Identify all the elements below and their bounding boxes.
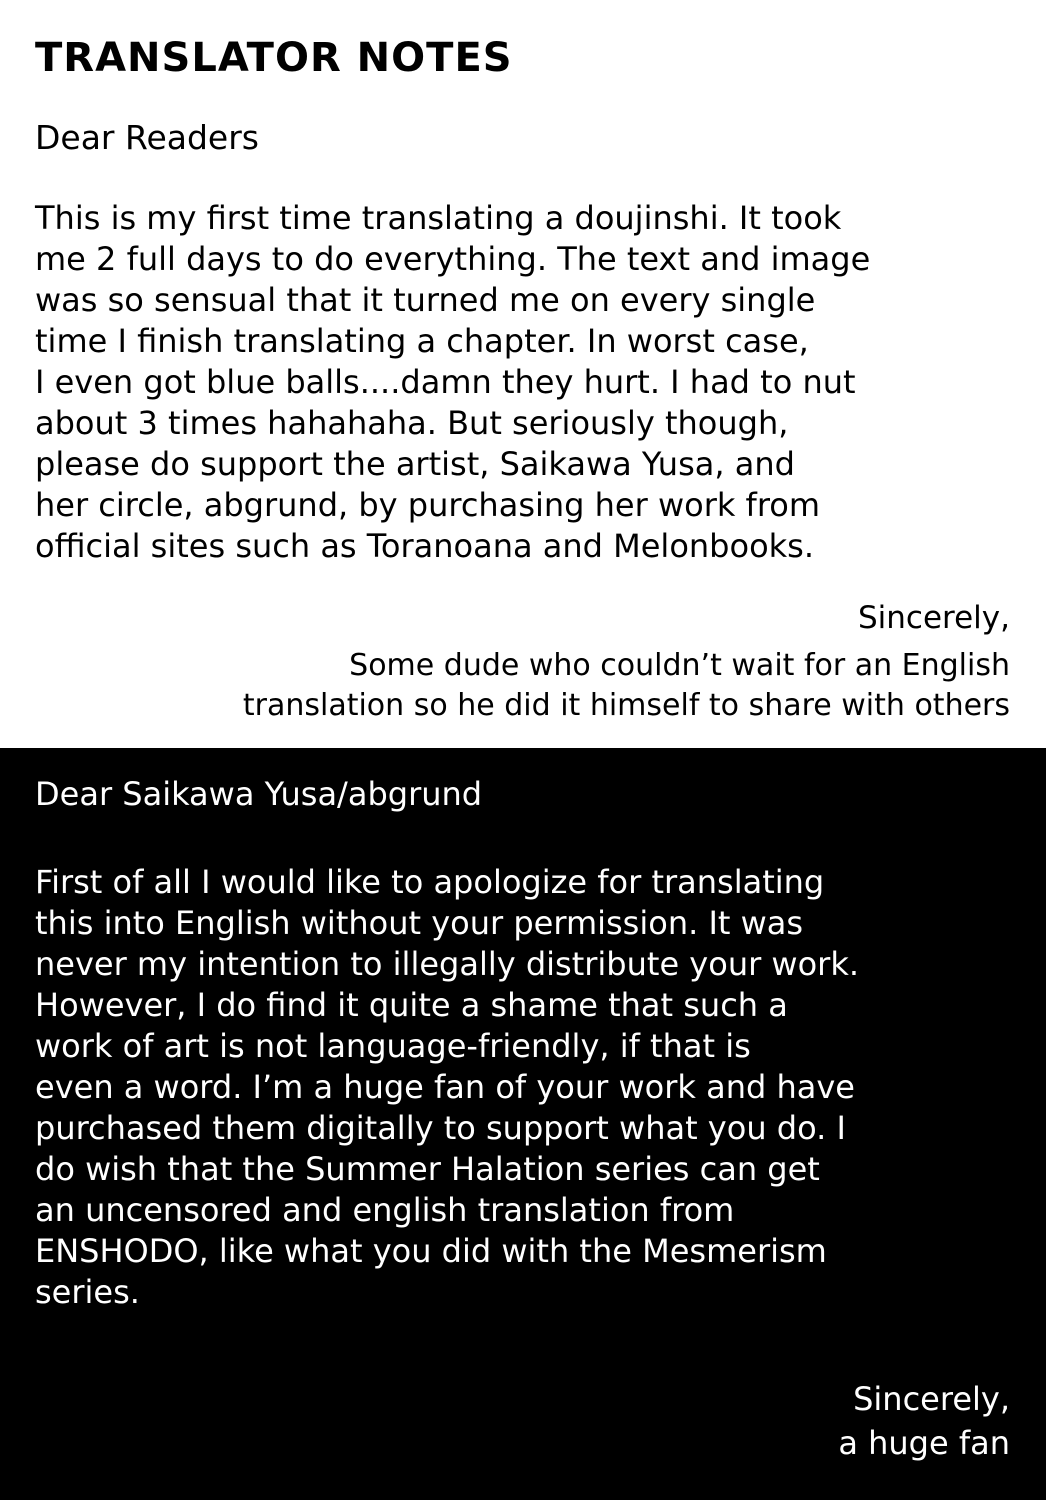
text-line: even a word. I’m a huge fan of your work and have [35, 1068, 855, 1106]
reader-letter-signature [35, 646, 1010, 726]
text-line: ENSHODO, like what you did with the Mesmerism [35, 1232, 827, 1270]
text-line: Sincerely, [853, 1380, 1010, 1418]
text-line: this into English without your permission. It was [35, 904, 804, 942]
text-line: her circle, abgrund, by purchasing her work from [35, 486, 821, 524]
text-line: time I finish translating a chapter. In worst case, [35, 322, 809, 360]
text-line: This is my first time translating a doujinshi. It took [35, 199, 842, 237]
text-line: Some dude who couldn’t wait for an English [349, 648, 1010, 683]
text-line: work of art is not language-friendly, if that is [35, 1027, 751, 1065]
artist-letter-section [0, 748, 1046, 1500]
text-line: about 3 times hahahaha. But seriously though, [35, 404, 789, 442]
text-line: official sites such as Toranoana and Melonbooks. [35, 527, 815, 565]
text-line: was so sensual that it turned me on every single [35, 281, 816, 319]
text-line: please do support the artist, Saikawa Yusa, and [35, 445, 795, 483]
reader-letter-section [0, 0, 1046, 726]
text-line: translation so he did it himself to share with others [242, 688, 1010, 723]
text-line: series. [35, 1273, 140, 1311]
text-line: I even got blue balls....damn they hurt. I had to nut [35, 363, 856, 401]
reader-letter-closing: Sincerely, [857, 600, 1010, 636]
text-line: purchased them digitally to support what you do. I [35, 1109, 846, 1147]
page-title: TRANSLATOR NOTES [35, 35, 513, 81]
text-line: do wish that the Summer Halation series can get [35, 1150, 820, 1188]
text-line: However, I do find it quite a shame that such a [35, 986, 788, 1024]
reader-letter-salutation: Dear Readers [35, 118, 259, 157]
text-line: me 2 full days to do everything. The text and image [35, 240, 871, 278]
artist-letter-closing [35, 1377, 1010, 1465]
text-line: First of all I would like to apologize for translating [35, 863, 825, 901]
reader-letter-body [35, 198, 1010, 567]
artist-letter-body [35, 862, 1010, 1313]
text-line: an uncensored and english translation from [35, 1191, 735, 1229]
artist-letter-salutation: Dear Saikawa Yusa/abgrund [35, 775, 483, 813]
text-line: never my intention to illegally distribute your work. [35, 945, 860, 983]
text-line: a huge fan [838, 1424, 1010, 1462]
